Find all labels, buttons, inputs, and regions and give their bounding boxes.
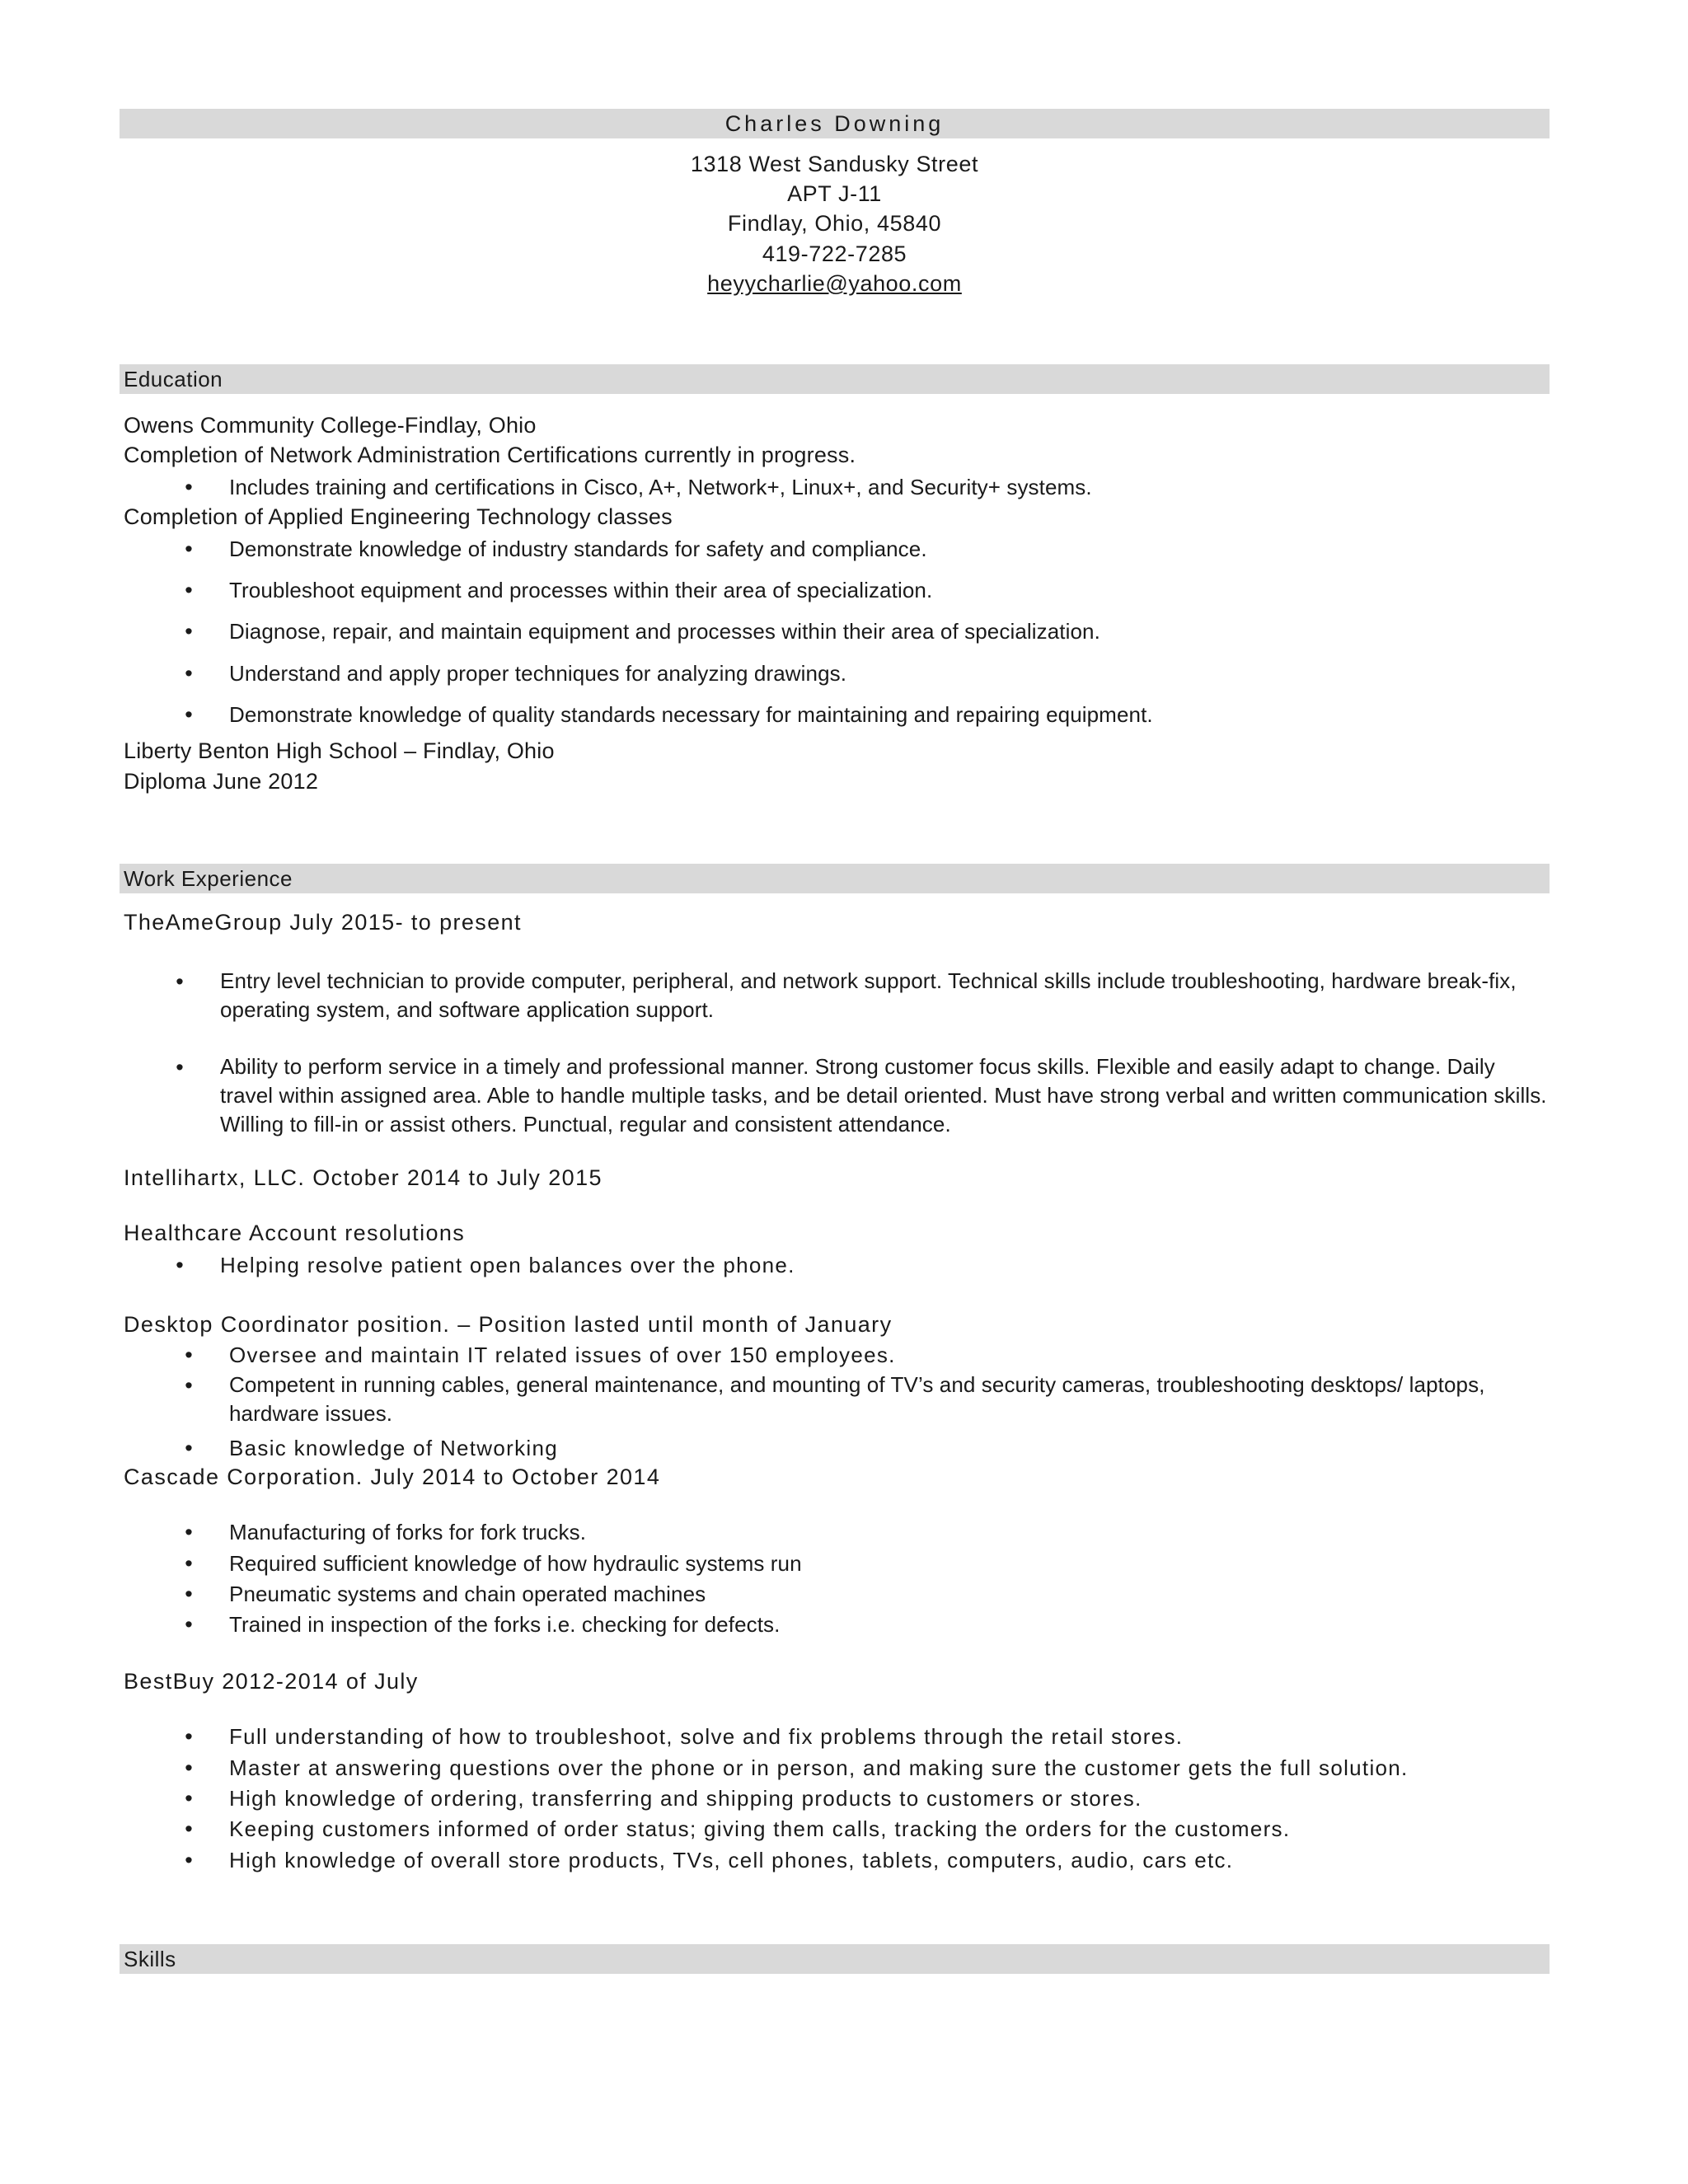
bullet-icon: • — [185, 1612, 193, 1637]
program-network-admin: Completion of Network Administration Certifications currently in progress. — [124, 443, 856, 467]
bullet-icon: • — [185, 661, 193, 686]
bullet-icon: • — [185, 1520, 193, 1544]
education-heading: Education — [124, 367, 223, 391]
candidate-name: Charles Downing — [724, 111, 945, 136]
bullet-icon: • — [185, 1582, 193, 1606]
list-item: Full understanding of how to troubleshoot, solve and fix problems through the retail stores. — [229, 1724, 1184, 1749]
list-item: Demonstrate knowledge of quality standards necessary for maintaining and repairing equipment. — [229, 702, 1153, 727]
education-band — [120, 364, 1550, 394]
bullet-icon: • — [185, 1724, 193, 1749]
bullet-icon: • — [185, 619, 193, 644]
email-row — [120, 269, 1550, 298]
list-item: Trained in inspection of the forks i.e. checking for defects. — [229, 1612, 781, 1637]
list-item: Competent in running cables, general maintenance, and mounting of TV’s and security cameras, troubleshooting desktops/ laptops, hardware issues. — [229, 1372, 1485, 1426]
program-applied-engineering: Completion of Applied Engineering Technology classes — [124, 504, 673, 529]
list-item: Basic knowledge of Networking — [229, 1436, 558, 1460]
job-title-intellihartx: Intellihartx, LLC. October 2014 to July 2015 — [124, 1165, 603, 1190]
bullet-icon: • — [185, 1755, 193, 1780]
bullet-icon: • — [185, 702, 193, 727]
phone-number: 419-722-7285 — [762, 241, 907, 266]
school-owens: Owens Community College-Findlay, Ohio — [124, 413, 537, 438]
list-item: Master at answering questions over the phone or in person, and making sure the customer gets the full solution. — [229, 1755, 1409, 1780]
bullet-icon: • — [185, 537, 193, 561]
city-line: Findlay, Ohio, 45840 — [727, 211, 942, 236]
skills-heading: Skills — [124, 1947, 176, 1971]
list-item: Helping resolve patient open balances over the phone. — [220, 1253, 795, 1277]
list-item: Demonstrate knowledge of industry standards for safety and compliance. — [229, 537, 927, 561]
job-title-bestbuy: BestBuy 2012-2014 of July — [124, 1669, 419, 1694]
list-item: Entry level technician to provide computer, peripheral, and network support. Technical skills include troubleshooting, hardware break-fix, operating system, and software application support. — [220, 968, 1517, 1022]
job-title-cascade: Cascade Corporation. July 2014 to October 2014 — [124, 1465, 661, 1489]
list-item: Troubleshoot equipment and processes within their area of specialization. — [229, 578, 933, 602]
bullet-icon: • — [176, 1055, 184, 1080]
list-item: Diagnose, repair, and maintain equipment and processes within their area of specialization. — [229, 619, 1100, 644]
bullet-icon: • — [185, 1786, 193, 1811]
work-experience-band — [120, 864, 1550, 893]
bullet-icon: • — [176, 969, 184, 994]
bullet-icon: • — [185, 1816, 193, 1841]
email-link[interactable]: heyycharlie@yahoo.com — [707, 271, 962, 296]
skills-band — [120, 1944, 1550, 1974]
bullet-icon: • — [185, 1551, 193, 1576]
address-line-2: APT J-11 — [787, 181, 882, 206]
bullet-icon: • — [185, 1343, 193, 1367]
bullet-icon: • — [185, 1848, 193, 1872]
list-item: High knowledge of ordering, transferring and shipping products to customers or stores. — [229, 1786, 1142, 1811]
list-item: Understand and apply proper techniques for analyzing drawings. — [229, 661, 847, 686]
list-item: Required sufficient knowledge of how hydraulic systems run — [229, 1551, 802, 1576]
school-liberty-benton: Liberty Benton High School – Findlay, Ohio — [124, 738, 555, 763]
role-healthcare-account: Healthcare Account resolutions — [124, 1221, 466, 1245]
bullet-icon: • — [176, 1253, 184, 1277]
list-item: Pneumatic systems and chain operated machines — [229, 1582, 706, 1606]
job-title-amegroup: TheAmeGroup July 2015- to present — [124, 910, 522, 935]
address-line-1: 1318 West Sandusky Street — [690, 152, 979, 176]
role-desktop-coordinator: Desktop Coordinator position. – Position lasted until month of January — [124, 1312, 893, 1337]
bullet-icon: • — [185, 1373, 193, 1398]
list-item: Ability to perform service in a timely and professional manner. Strong customer focus skills. Flexible and easily adapt to change. Daily travel within assigned area. Able to handle multiple tasks, and be detail oriented. Must have strong verbal and written communication skills. Willing to fill-in or assist others. Punctual, regular and consistent attendance. — [220, 1054, 1547, 1137]
bullet-icon: • — [185, 1436, 193, 1460]
bullet-icon: • — [185, 475, 193, 499]
work-experience-heading: Work Experience — [124, 866, 293, 891]
list-item: High knowledge of overall store products, TVs, cell phones, tablets, computers, audio, cars etc. — [229, 1848, 1234, 1872]
list-item: Keeping customers informed of order status; giving them calls, tracking the orders for the customers. — [229, 1816, 1291, 1841]
list-item: Manufacturing of forks for fork trucks. — [229, 1520, 587, 1544]
diploma: Diploma June 2012 — [124, 769, 319, 794]
list-item: Oversee and maintain IT related issues of over 150 employees. — [229, 1343, 896, 1367]
list-item: Includes training and certifications in Cisco, A+, Network+, Linux+, and Security+ systems. — [229, 475, 1092, 499]
bullet-icon: • — [185, 578, 193, 602]
